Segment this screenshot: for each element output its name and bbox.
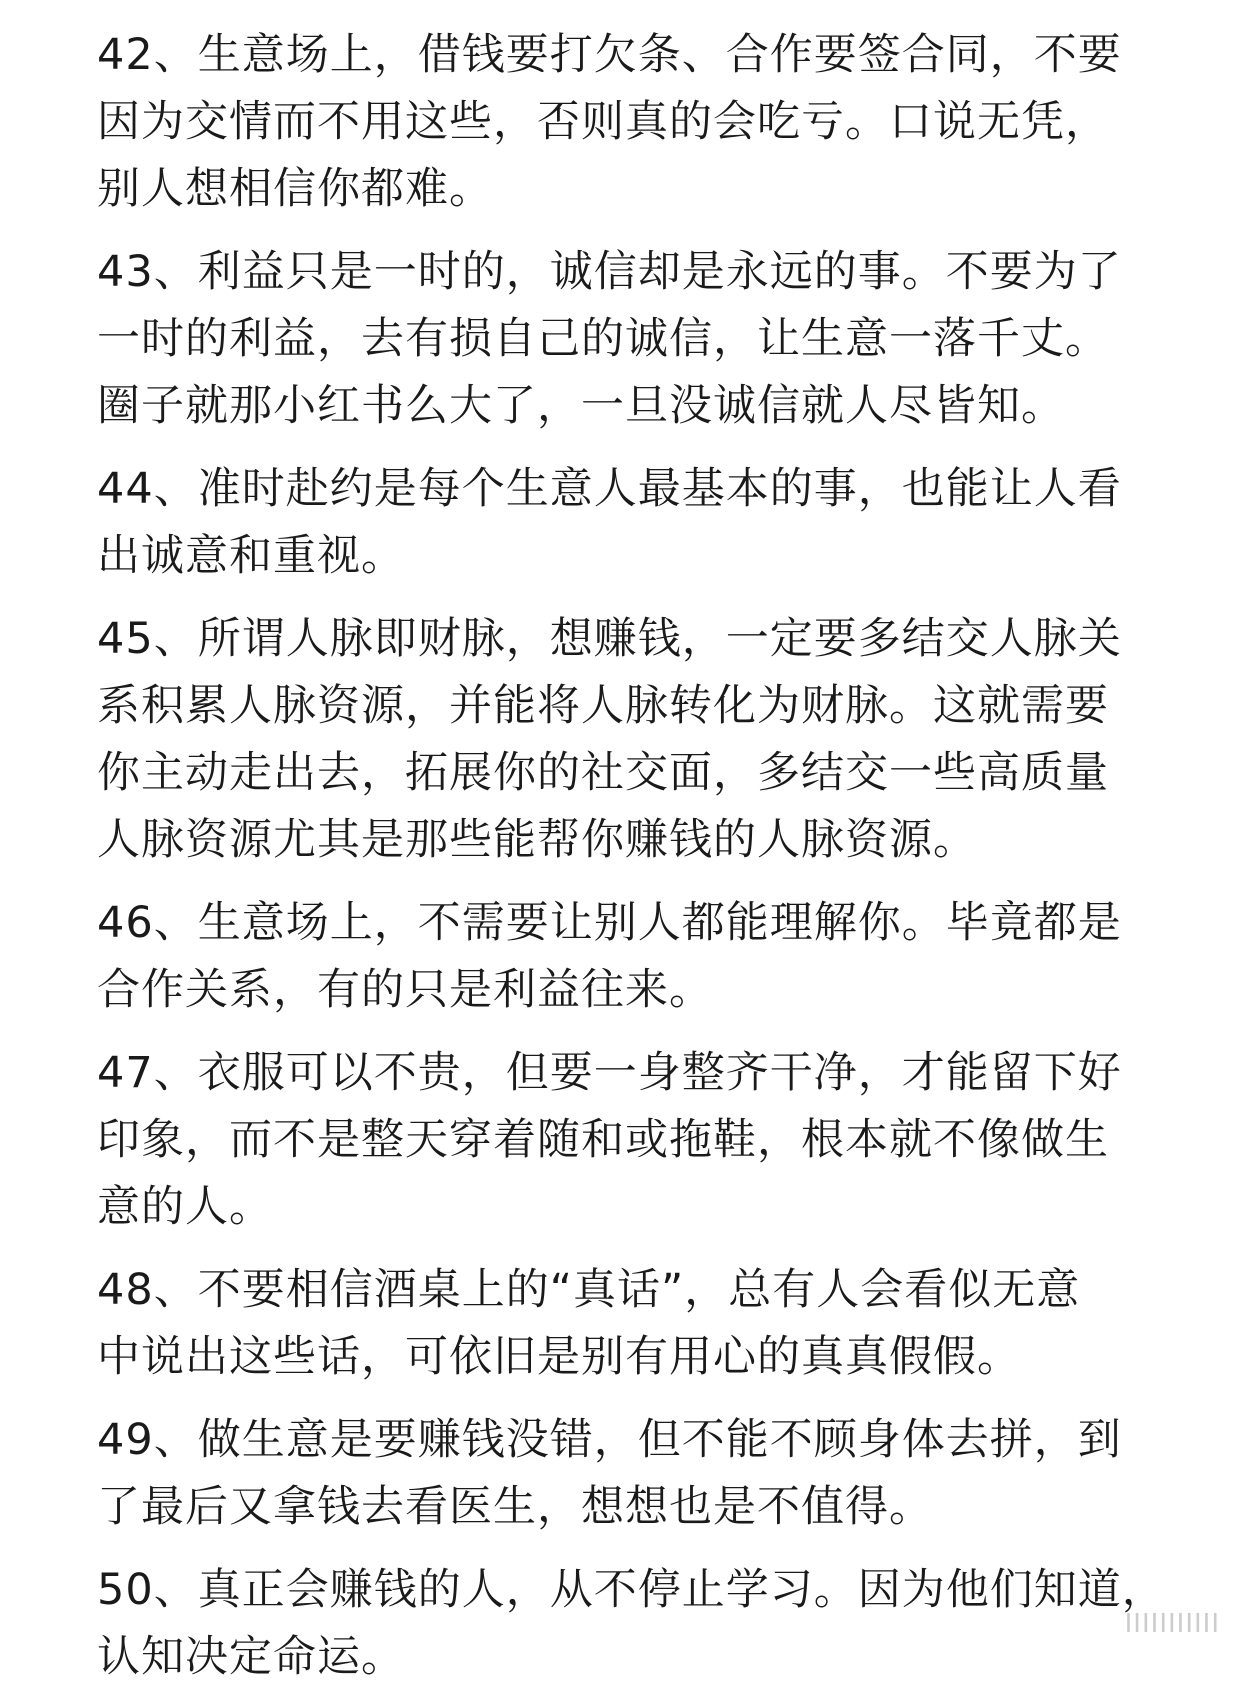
text-line: 44、准时赴约是每个生意人最基本的事，也能让人看 [97, 464, 1122, 514]
text-line: 别人想相信你都难。 [97, 164, 493, 214]
text-line: 了最后又拿钱去看医生，想想也是不值得。 [97, 1482, 933, 1532]
text-line: 人脉资源尤其是那些能帮你赚钱的人脉资源。 [97, 815, 977, 865]
text-line: 42、生意场上，借钱要打欠条、合作要签合同，不要 [97, 30, 1122, 80]
text-line: 合作关系，有的只是利益往来。 [97, 965, 713, 1015]
paragraph [97, 1557, 1177, 1691]
text-line: 46、生意场上，不需要让别人都能理解你。毕竟都是 [97, 898, 1122, 948]
paragraph [97, 606, 1177, 874]
text-line: 43、利益只是一时的，诚信却是永远的事。不要为了 [97, 247, 1122, 297]
document-body [97, 22, 1177, 1707]
paragraph [97, 456, 1177, 590]
paragraph [97, 890, 1177, 1024]
text-line: 45、所谓人脉即财脉，想赚钱，一定要多结交人脉关 [97, 614, 1122, 664]
paragraph [97, 1040, 1177, 1241]
text-line: 圈子就那小红书么大了，一旦没诚信就人尽皆知。 [97, 381, 1065, 431]
text-line: 47、衣服可以不贵，但要一身整齐干净，才能留下好 [97, 1048, 1122, 1098]
watermark: IIIIIIIIIII [1124, 1609, 1220, 1639]
text-line: 中说出这些话，可依旧是别有用心的真真假假。 [97, 1332, 1021, 1382]
paragraph [97, 1407, 1177, 1541]
text-line: 你主动走出去，拓展你的社交面，多结交一些高质量 [97, 748, 1109, 798]
text-line: 因为交情而不用这些，否则真的会吃亏。口说无凭， [97, 97, 1109, 147]
text-line: 意的人。 [97, 1182, 273, 1232]
paragraph [97, 22, 1177, 223]
paragraph [97, 1257, 1177, 1391]
text-line: 一时的利益，去有损自己的诚信，让生意一落千丈。 [97, 314, 1109, 364]
text-line: 系积累人脉资源，并能将人脉转化为财脉。这就需要 [97, 681, 1109, 731]
text-line: 48、不要相信酒桌上的“真话”，总有人会看似无意 [97, 1265, 1081, 1315]
text-line: 印象，而不是整天穿着随和或拖鞋，根本就不像做生 [97, 1115, 1109, 1165]
text-line: 认知决定命运。 [97, 1632, 405, 1682]
text-line: 出诚意和重视。 [97, 531, 405, 581]
paragraph [97, 239, 1177, 440]
text-line: 49、做生意是要赚钱没错，但不能不顾身体去拼，到 [97, 1415, 1122, 1465]
text-line: 50、真正会赚钱的人，从不停止学习。因为他们知道， [97, 1565, 1166, 1615]
